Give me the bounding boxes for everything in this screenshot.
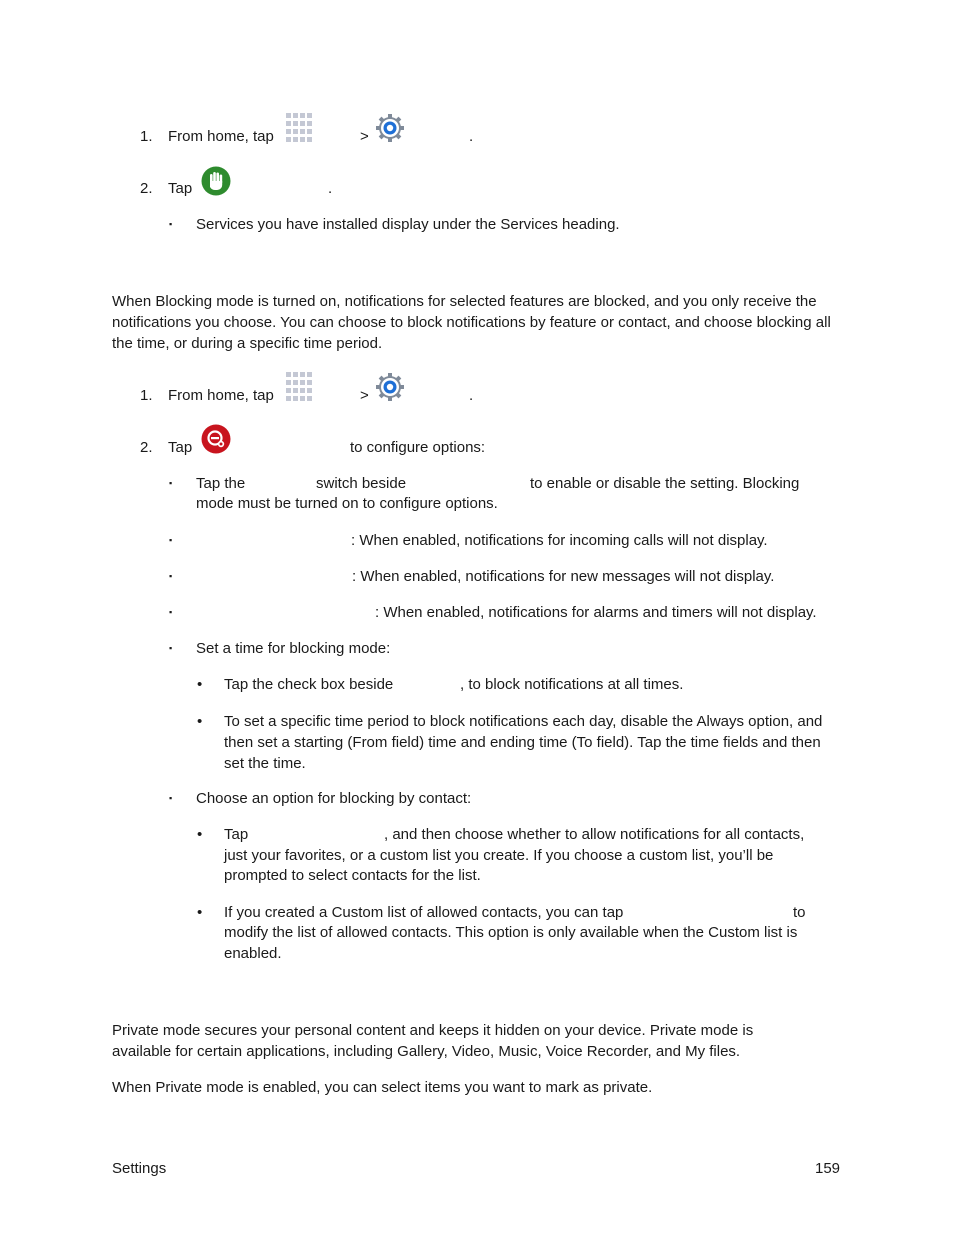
bullet-dot: •: [197, 904, 203, 921]
page-number: 159: [815, 1160, 841, 1177]
bullet-text: : When enabled, notifications for incoming calls will not display.: [351, 532, 768, 549]
bullet-square: ▪: [169, 571, 173, 581]
bullet-square: ▪: [169, 643, 173, 653]
bullet-square: ▪: [169, 219, 173, 229]
step-text: Tap: [168, 180, 193, 197]
bullet-square: ▪: [169, 535, 173, 545]
apps-grid-icon: [285, 112, 314, 144]
step-end: .: [328, 180, 333, 197]
bullet-dot: •: [197, 676, 203, 693]
sub-bullet-text: enabled.: [224, 945, 282, 962]
bullet-text: : When enabled, notifications for new messages will not display.: [352, 568, 775, 585]
step-number: 2.: [140, 439, 153, 456]
separator: >: [360, 387, 369, 404]
step-end: .: [469, 387, 474, 404]
step-text: From home, tap: [168, 387, 274, 404]
sub-bullet-text: Tap: [224, 826, 249, 843]
step-text: Tap: [168, 439, 193, 456]
sub-bullet-text: , and then choose whether to allow notifications for all contacts,: [384, 826, 805, 843]
settings-gear-icon: [375, 372, 405, 402]
sub-bullet-text: prompted to select contacts for the list.: [224, 867, 481, 884]
bullet-text: Tap the: [196, 475, 246, 492]
bullet-dot: •: [197, 826, 203, 843]
bullet-text: switch beside: [316, 475, 407, 492]
bullet-text: to enable or disable the setting. Blocking: [530, 475, 800, 492]
bullet-text: mode must be turned on to configure options.: [196, 495, 498, 512]
blocking-mode-icon: [201, 424, 231, 454]
bullet-dot: •: [197, 713, 203, 730]
step-number: 1.: [140, 387, 153, 404]
sub-bullet-text: just your favorites, or a custom list you create. If you choose a custom list, you’ll be: [224, 847, 774, 864]
sub-bullet-text: Tap the check box beside: [224, 676, 394, 693]
sub-bullet-text: to: [793, 904, 806, 921]
sub-bullet-text: If you created a Custom list of allowed contacts, you can tap: [224, 904, 624, 921]
settings-gear-icon: [375, 113, 405, 143]
sub-bullet-text: modify the list of allowed contacts. This option is only available when the Custom list is: [224, 924, 798, 941]
bullet-text: Choose an option for blocking by contact:: [196, 790, 472, 807]
bullet-text: : When enabled, notifications for alarms and timers will not display.: [375, 604, 817, 621]
step-number: 1.: [140, 128, 153, 145]
step-end: .: [469, 128, 474, 145]
sub-bullet-text: , to block notifications at all times.: [460, 676, 684, 693]
blocking-intro: When Blocking mode is turned on, notifications for selected features are blocked, and you only receive the notifications you choose. You can choose to block notifications by feature or contact, and choose blocking all the time, or during a specific time period.: [112, 293, 831, 352]
separator: >: [360, 128, 369, 145]
step-number: 2.: [140, 180, 153, 197]
sub-bullet-text: To set a specific time period to block notifications each day, disable the Always option, and then set a starting (From field) time and ending time (To field). Tap the time fields and then set the time.: [224, 713, 823, 772]
private-intro: Private mode secures your personal content and keeps it hidden on your device. Private mode is available for certain applications, including Gallery, Video, Music, Voice Recorder, and My files.: [112, 1022, 754, 1060]
apps-grid-icon: [285, 371, 314, 403]
note-text: Services you have installed display under the Services heading.: [196, 216, 620, 233]
green-hand-icon: [201, 166, 231, 196]
bullet-text: Set a time for blocking mode:: [196, 640, 391, 657]
bullet-square: ▪: [169, 793, 173, 803]
footer-section: Settings: [112, 1160, 167, 1177]
bullet-square: ▪: [169, 478, 173, 488]
step-tail: to configure options:: [350, 439, 486, 456]
bullet-square: ▪: [169, 607, 173, 617]
private-note: When Private mode is enabled, you can select items you want to mark as private.: [112, 1079, 653, 1096]
step-text: From home, tap: [168, 128, 274, 145]
